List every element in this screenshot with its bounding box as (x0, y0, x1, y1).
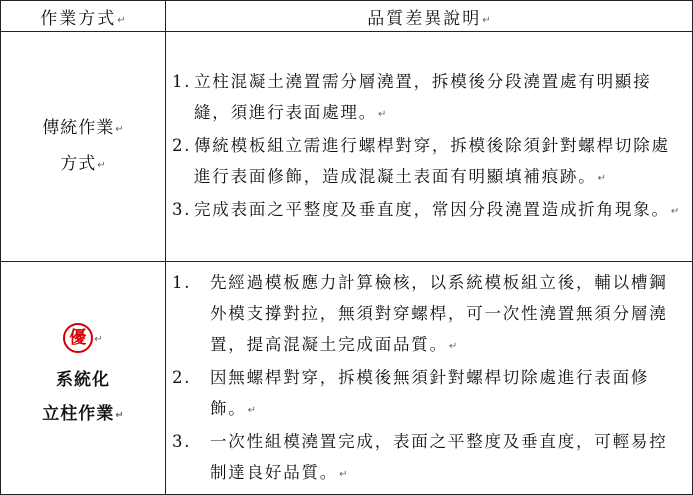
list-item (172, 426, 684, 490)
systematic-method-name-2 (1, 397, 165, 433)
item-text (210, 426, 684, 490)
item-text-content: 一次性組模澆置完成，表面之平整度及垂直度，可輕易控制達良好品質。 (210, 431, 668, 482)
item-text (194, 66, 684, 130)
traditional-method-name (1, 111, 165, 147)
paragraph-mark-icon: ↵ (482, 14, 491, 26)
header-method-cell (1, 1, 166, 32)
item-text-content: 先經過模板應力計算檢核，以系統模板組立後，輔以槽鋼外模支撐對拉，無須對穿螺桿，可一次性澆置無須分層澆置，提高混凝土完成面品質。 (210, 272, 668, 354)
item-number: 2. (172, 367, 192, 387)
item-number: 3. (172, 431, 192, 451)
header-method-label: 作業方式 (40, 8, 117, 29)
traditional-method-cell (1, 32, 166, 262)
systematic-diff-list (166, 263, 692, 494)
item-text-content: 立柱混凝土澆置需分層澆置，拆模後分段澆置處有明顯接縫，須進行表面處理。 (194, 72, 652, 122)
list-item (172, 194, 684, 227)
item-text (194, 130, 684, 194)
list-item (172, 130, 684, 194)
badge-wrap (1, 323, 165, 357)
header-row (1, 1, 693, 32)
systematic-method-cell (1, 262, 166, 495)
systematic-diff-cell (166, 262, 693, 495)
systematic-method-line1: 系統化 (56, 370, 110, 390)
systematic-row (1, 262, 693, 495)
item-text (210, 267, 684, 362)
item-number: 3. (172, 200, 192, 219)
paragraph-mark-icon: ↵ (117, 14, 126, 26)
systematic-method-name (1, 363, 165, 397)
paragraph-mark-icon: ↵ (247, 404, 256, 416)
item-number: 1. (172, 272, 192, 292)
paragraph-mark-icon: ↵ (115, 123, 124, 135)
paragraph-mark-icon: ↵ (115, 410, 124, 421)
traditional-method-line2: 方式 (60, 153, 97, 174)
traditional-method-name-2 (1, 147, 165, 183)
item-number: 2. (172, 136, 192, 155)
item-text (210, 362, 684, 426)
header-diff-label: 品質差異說明 (367, 8, 482, 29)
paragraph-mark-icon: ↵ (97, 159, 106, 171)
traditional-diff-cell (166, 32, 693, 262)
list-item (172, 267, 684, 362)
traditional-row (1, 32, 693, 262)
systematic-method-line2: 立柱作業 (42, 404, 115, 424)
paragraph-mark-icon: ↵ (670, 206, 680, 217)
paragraph-mark-icon: ↵ (448, 340, 458, 352)
item-number: 1. (172, 72, 192, 91)
traditional-method-line1: 傳統作業 (42, 117, 115, 138)
paragraph-mark-icon: ↵ (597, 173, 606, 184)
list-item (172, 362, 684, 426)
list-item (172, 66, 684, 130)
paragraph-mark-icon: ↵ (378, 109, 387, 120)
paragraph-mark-icon: ↵ (339, 468, 348, 480)
item-text (194, 194, 684, 227)
header-diff-cell (166, 1, 693, 32)
excellent-badge-icon: 優 (63, 323, 93, 353)
item-text-content: 因無螺桿對穿，拆模後無須針對螺桿切除處進行表面修飾。 (210, 367, 650, 418)
paragraph-mark-icon: ↵ (94, 334, 103, 345)
item-text-content: 完成表面之平整度及垂直度，常因分段澆置造成折角現象。 (194, 200, 670, 219)
traditional-diff-list (166, 62, 692, 231)
item-text-content: 傳統模板組立需進行螺桿對穿，拆模後除須針對螺桿切除處進行表面修飾，造成混凝土表面有明顯填補痕跡。 (194, 136, 670, 186)
